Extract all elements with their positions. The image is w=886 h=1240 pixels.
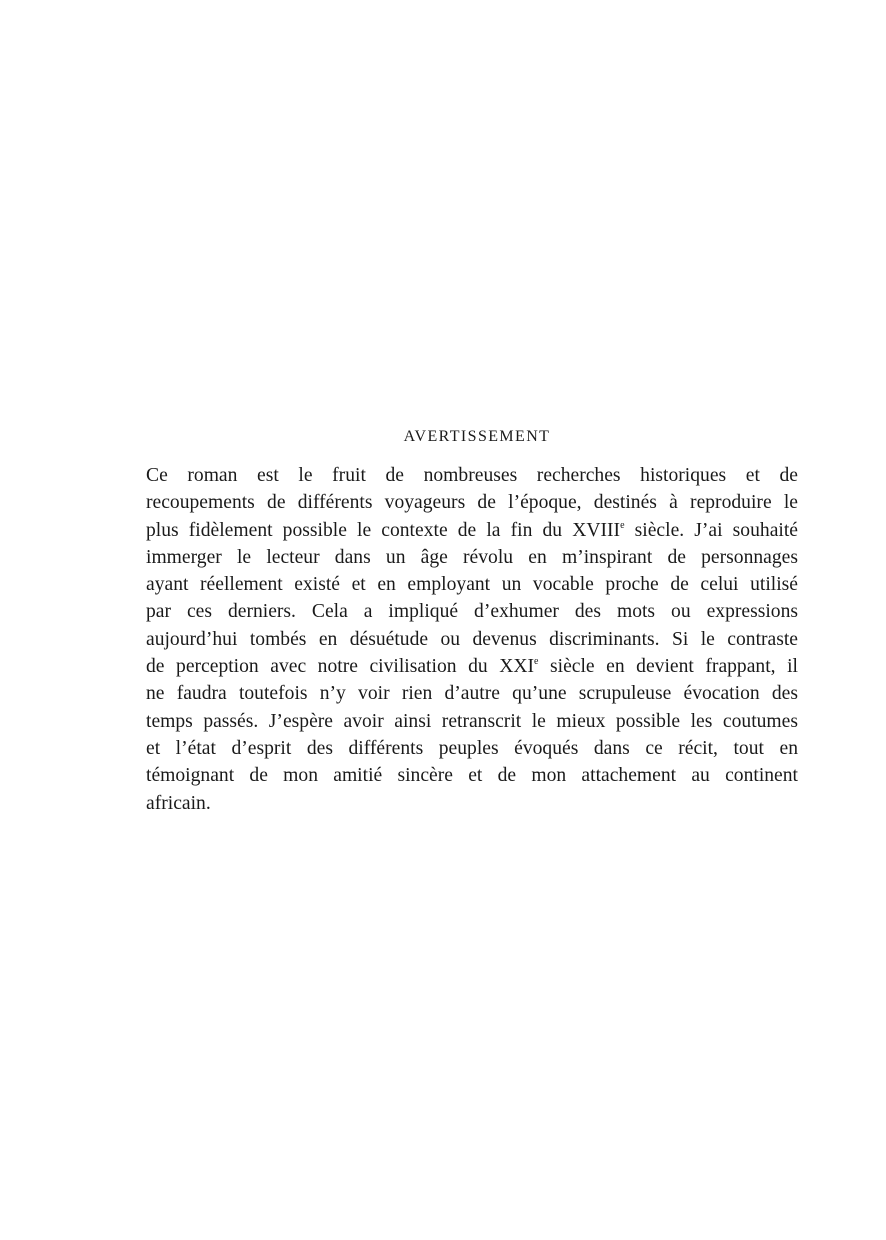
superscript: e [534,656,539,668]
body-line: temps passés. J’espère avoir ainsi retranscrit le mieux possible les coutumes [146,710,798,732]
superscript: e [620,519,625,531]
notice-body [146,462,798,817]
body-line: témoignant de mon amitié sincère et de mon attachement au continent [146,765,798,787]
body-line: aujourd’hui tombés en désuétude ou devenus discriminants. Si le contraste [146,628,798,650]
body-line: immerger le lecteur dans un âge révolu en m’inspirant de personnages [146,546,798,568]
body-line: par ces derniers. Cela a impliqué d’exhumer des mots ou expressions [146,601,798,623]
notice-section [146,426,798,817]
body-line: de perception avec notre civilisation du XXIe siècle en devient frappant, il [146,656,798,678]
notice-title: AVERTISSEMENT [403,428,551,445]
body-line: recoupements de différents voyageurs de l’époque, destinés à reproduire le [146,492,798,514]
body-line: ne faudra toutefois n’y voir rien d’autre qu’une scrupuleuse évocation des [146,683,798,705]
body-line: africain. [146,792,211,814]
body-line: et l’état d’esprit des différents peuples évoqués dans ce récit, tout en [146,737,798,759]
body-line: plus fidèlement possible le contexte de la fin du XVIIIe siècle. J’ai souhaité [146,519,798,541]
body-line: ayant réellement existé et en employant un vocable proche de celui utilisé [146,574,798,596]
body-line: Ce roman est le fruit de nombreuses recherches historiques et de [146,465,798,486]
